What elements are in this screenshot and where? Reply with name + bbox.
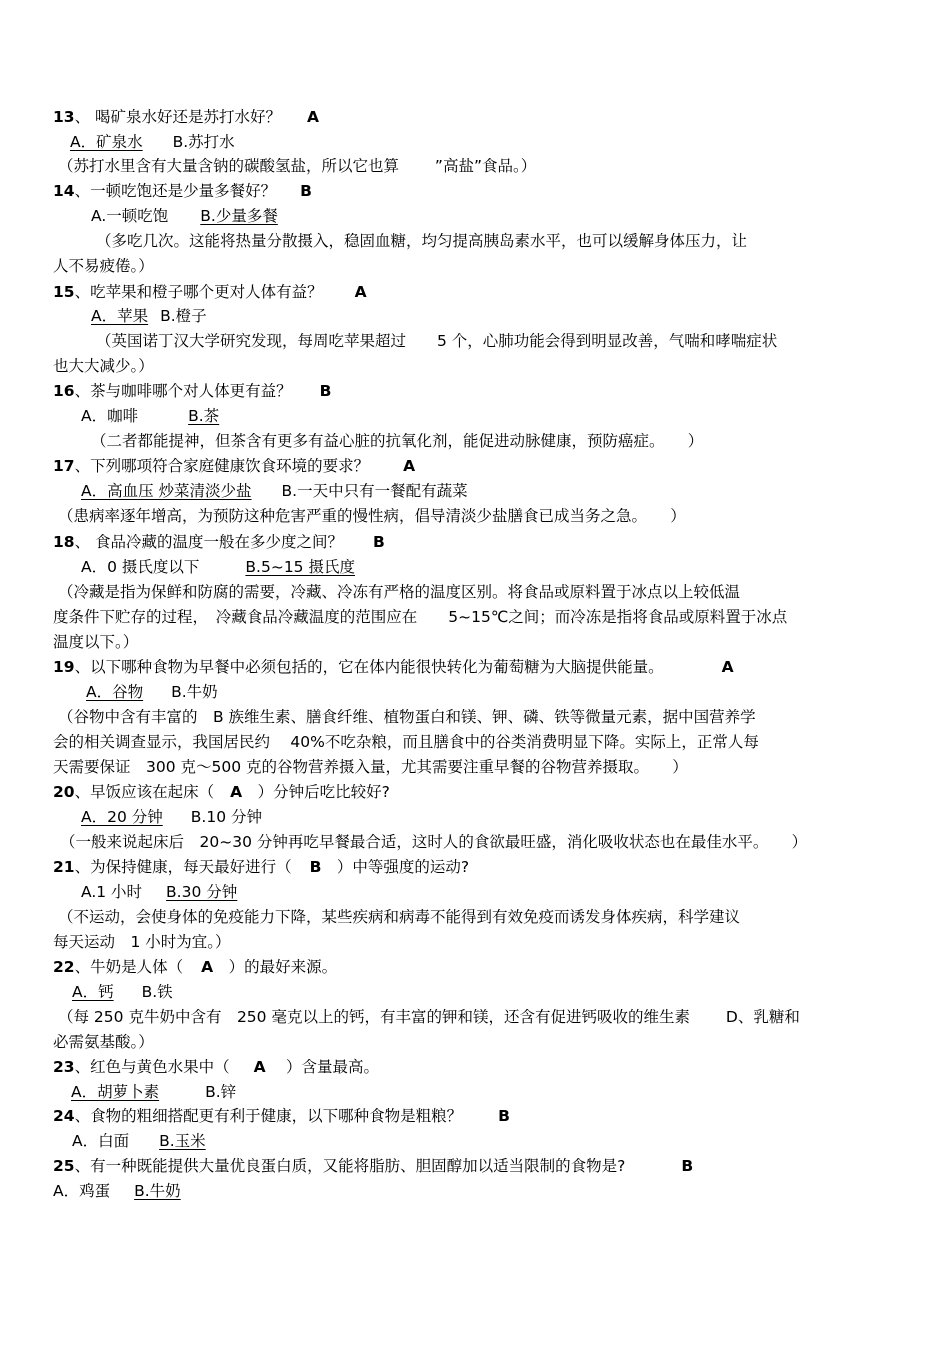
question-24-options <box>72 1131 206 1151</box>
question-number: 14 <box>53 182 75 200</box>
question-answer: B <box>300 182 312 200</box>
option-a: A．20 分钟 <box>81 808 163 826</box>
question-22-note-line-1: （每 250 克牛奶中含有 250 毫克以上的钙，有丰富的钾和镁，还含有促进钙吸收的维生素 D、乳糖和 <box>58 1008 800 1026</box>
question-text-after: ）含量最高。 <box>265 1058 380 1076</box>
question-22-note-line-2: 必需氨基酸。） <box>53 1033 154 1051</box>
question-20 <box>53 782 390 802</box>
option-a: A．白面 <box>72 1132 130 1150</box>
question-text: 、食物的粗细搭配更有利于健康，以下哪种食物是粗粮？ <box>74 1107 463 1125</box>
question-20-note: （一般来说起床后 20~30 分钟再吃早餐最合适，这时人的食欲最旺盛，消化吸收状态也在最佳水平。 ） <box>60 833 808 851</box>
question-17-options <box>53 481 468 501</box>
question-15-options <box>91 306 207 326</box>
question-text-after: ）分钟后吃比较好? <box>242 783 390 801</box>
question-answer: A <box>354 283 367 301</box>
question-text: 、早饭应该在起床（ <box>74 783 215 801</box>
question-18-note-line-3: 温度以下。） <box>53 633 139 651</box>
question-21-note-line-1: （不运动，会使身体的免疫能力下降，某些疾病和病毒不能得到有效免疫而诱发身体疾病，科学建议 <box>58 908 741 926</box>
option-a: A．钙 <box>72 983 114 1001</box>
question-answer: B <box>498 1107 510 1125</box>
question-answer: B <box>373 533 385 551</box>
question-16-options <box>81 406 219 426</box>
option-b: B.30 分钟 <box>166 883 238 901</box>
question-14-options <box>91 206 278 226</box>
option-a: A.一顿吃饱 <box>91 207 169 225</box>
question-answer: B <box>319 382 332 400</box>
question-answer: A <box>230 783 243 801</box>
question-21 <box>53 857 469 877</box>
question-number: 17 <box>53 457 75 475</box>
question-17 <box>53 456 415 476</box>
question-number: 16 <box>53 382 75 400</box>
option-a: A．0 摄氏度以下 <box>81 558 200 576</box>
question-text: 、下列哪项符合家庭健康饮食环境的要求？ <box>74 457 370 475</box>
option-a: A．胡萝卜素 <box>71 1083 160 1101</box>
question-21-options <box>81 882 237 902</box>
option-b: B.玉米 <box>159 1132 206 1150</box>
question-number: 23 <box>53 1058 75 1076</box>
question-19-note-line-2: 会的相关调查显示，我国居民约 40%不吃杂粮，而且膳食中的谷类消费明显下降。实际上，正常人每 <box>53 733 759 751</box>
question-23 <box>53 1057 379 1077</box>
question-text: 、一顿吃饱还是少量多餐好？ <box>74 182 277 200</box>
question-19 <box>53 657 734 677</box>
question-number: 24 <box>53 1107 75 1125</box>
option-b: B.一天中只有一餐配有蔬菜 <box>281 482 468 500</box>
question-18 <box>53 532 385 552</box>
option-a: A．咖啡 <box>81 407 139 425</box>
question-text-after: ）的最好来源。 <box>213 958 338 976</box>
question-answer: B <box>681 1157 694 1175</box>
option-a: A．矿泉水 <box>70 133 143 151</box>
question-19-note-line-1: （谷物中含有丰富的 B 族维生素、膳食纤维、植物蛋白和镁、钾、磷、铁等微量元素，据中国营养学 <box>58 708 756 726</box>
question-23-options <box>53 1082 236 1102</box>
question-number: 13 <box>53 108 75 126</box>
question-text: 、牛奶是人体（ <box>74 958 184 976</box>
question-text: 、为保持健康，每天最好进行（ <box>74 858 292 876</box>
question-answer: B <box>309 858 322 876</box>
question-15 <box>53 282 367 302</box>
question-text: 、 喝矿泉水好还是苏打水好？ <box>74 108 282 126</box>
question-19-options <box>86 682 218 702</box>
question-text: 、以下哪种食物为早餐中必须包括的，它在体内能很快转化为葡萄糖为大脑提供能量。 <box>74 658 664 676</box>
question-20-options <box>81 807 262 827</box>
question-13-note: （苏打水里含有大量含钠的碳酸氢盐，所以它也算 ”高盐”食品。） <box>58 157 537 175</box>
question-text: 、红色与黄色水果中（ <box>74 1058 230 1076</box>
question-13-options <box>70 132 235 152</box>
option-a: A．高血压 炒菜清淡少盐 <box>81 482 252 500</box>
question-number: 25 <box>53 1157 75 1175</box>
question-14-note-line-2: 人不易疲倦。） <box>53 257 154 275</box>
option-a: A．谷物 <box>86 683 144 701</box>
question-text: 、茶与咖啡哪个对人体更有益？ <box>74 382 292 400</box>
question-text-after: ）中等强度的运动? <box>321 858 470 876</box>
question-22-options <box>72 982 173 1002</box>
question-24 <box>53 1106 510 1126</box>
question-22 <box>53 957 337 977</box>
option-b: B.10 分钟 <box>190 808 262 826</box>
question-number: 20 <box>53 783 75 801</box>
question-15-note-line-2: 也大大减少。） <box>53 357 154 375</box>
question-21-note-line-2: 每天运动 1 小时为宜。） <box>53 933 231 951</box>
question-16-note: （二者都能提神，但茶含有更多有益心脏的抗氧化剂，能促进动脉健康，预防癌症。 ） <box>91 432 704 450</box>
question-14-note-line-1: （多吃几次。这能将热量分散摄入，稳固血糖，均匀提高胰岛素水平，也可以缓解身体压力，让 <box>96 232 748 250</box>
option-b: B.少量多餐 <box>200 207 278 225</box>
question-text: 、有一种既能提供大量优良蛋白质，又能将脂肪、胆固醇加以适当限制的食物是? <box>74 1157 626 1175</box>
question-16 <box>53 381 331 401</box>
option-b: B.锌 <box>205 1083 237 1101</box>
question-18-options <box>81 557 355 577</box>
option-b: B.牛奶 <box>134 1182 181 1200</box>
question-19-note-line-3: 天需要保证 300 克～500 克的谷物营养摄入量，尤其需要注重早餐的谷物营养摄取。 ） <box>53 758 688 776</box>
question-25-options <box>53 1181 181 1201</box>
question-answer: A <box>403 457 416 475</box>
question-answer: A <box>721 658 734 676</box>
question-number: 15 <box>53 283 75 301</box>
question-number: 21 <box>53 858 75 876</box>
option-b: B.铁 <box>141 983 173 1001</box>
option-a: A.1 小时 <box>81 883 143 901</box>
question-18-note-line-1: （冷藏是指为保鲜和防腐的需要，冷藏、冷冻有严格的温度区别。将食品或原料置于冰点以上较低温 <box>58 583 741 601</box>
question-answer: A <box>253 1058 266 1076</box>
question-text: 、吃苹果和橙子哪个更对人体有益？ <box>74 283 323 301</box>
option-a: A．苹果 <box>91 307 149 325</box>
question-number: 19 <box>53 658 75 676</box>
option-a: A．鸡蛋 <box>53 1182 111 1200</box>
question-15-note-line-1: （英国诺丁汉大学研究发现，每周吃苹果超过 5 个，心肺功能会得到明显改善，气喘和哮喘症状 <box>96 332 778 350</box>
question-text: 、 食品冷藏的温度一般在多少度之间？ <box>74 533 344 551</box>
question-13 <box>53 107 319 127</box>
option-b: B.苏打水 <box>172 133 235 151</box>
option-b: B.茶 <box>188 407 220 425</box>
question-number: 18 <box>53 533 75 551</box>
question-17-note: （患病率逐年增高，为预防这种危害严重的慢性病，倡导清淡少盐膳食已成当务之急。 ） <box>58 507 686 525</box>
question-25 <box>53 1156 693 1176</box>
question-answer: A <box>307 108 320 126</box>
question-answer: A <box>201 958 214 976</box>
question-14 <box>53 181 312 201</box>
option-b: B.橙子 <box>160 307 207 325</box>
option-b: B.牛奶 <box>171 683 218 701</box>
option-b: B.5~15 摄氏度 <box>245 558 355 576</box>
question-number: 22 <box>53 958 75 976</box>
question-18-note-line-2: 度条件下贮存的过程， 冷藏食品冷藏温度的范围应在 5~15℃之间；而冷冻是指将食品或原料置于冰点 <box>53 608 788 626</box>
